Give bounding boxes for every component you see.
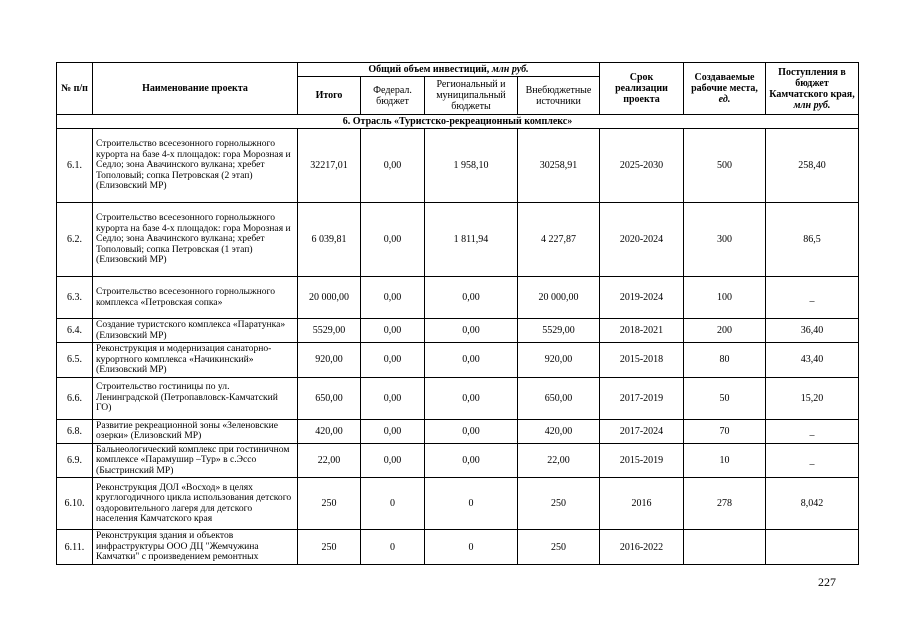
cell-regional: 1 811,94	[425, 203, 518, 277]
cell-revenue: 8,042	[766, 478, 859, 530]
header-jobs-label: Создаваемые рабочие места,	[691, 72, 758, 94]
cell-extra: 30258,91	[518, 129, 600, 203]
section-title: 6. Отрасль «Туристско-рекреационный комплекс»	[57, 115, 859, 129]
table-row	[57, 203, 859, 277]
cell-name: Строительство гостиницы по ул. Ленинградской (Петропавловск-Камчатский ГО)	[93, 377, 298, 419]
header-revenue-unit: млн руб.	[793, 99, 831, 111]
cell-no: 6.3.	[57, 277, 93, 319]
cell-extra: 250	[518, 478, 600, 530]
cell-extra: 5529,00	[518, 319, 600, 343]
cell-federal: 0,00	[361, 277, 425, 319]
cell-revenue	[766, 530, 859, 565]
cell-total: 250	[298, 530, 361, 565]
cell-total: 920,00	[298, 343, 361, 378]
cell-extra: 650,00	[518, 377, 600, 419]
cell-no: 6.5.	[57, 343, 93, 378]
cell-regional: 0,00	[425, 343, 518, 378]
header-jobs	[684, 63, 766, 115]
table-row	[57, 129, 859, 203]
cell-no: 6.8.	[57, 419, 93, 443]
cell-no: 6.1.	[57, 129, 93, 203]
cell-jobs: 500	[684, 129, 766, 203]
cell-federal: 0,00	[361, 419, 425, 443]
cell-regional: 0	[425, 530, 518, 565]
table-row	[57, 277, 859, 319]
cell-jobs: 70	[684, 419, 766, 443]
cell-period: 2018-2021	[600, 319, 684, 343]
cell-revenue: _	[766, 443, 859, 478]
cell-name: Бальнеологический комплекс при гостиничном комплексе «Парамушир –Тур» в с.Эссо (Быстринский МР)	[93, 443, 298, 478]
cell-federal: 0	[361, 478, 425, 530]
table-row	[57, 419, 859, 443]
cell-name: Строительство всесезонного горнолыжного комплекса «Петровская сопка»	[93, 277, 298, 319]
header-period: Срок реализации проекта	[600, 63, 684, 115]
table-row	[57, 343, 859, 378]
cell-period: 2025-2030	[600, 129, 684, 203]
cell-name: Реконструкция здания и объектов инфраструктуры ООО ДЦ "Жемчужина Камчатки" с произведением ремонтных	[93, 530, 298, 565]
cell-period: 2015-2019	[600, 443, 684, 478]
cell-total: 6 039,81	[298, 203, 361, 277]
table-row	[57, 530, 859, 565]
header-total: Итого	[298, 77, 361, 115]
cell-regional: 1 958,10	[425, 129, 518, 203]
header-no: № п/п	[57, 63, 93, 115]
cell-total: 650,00	[298, 377, 361, 419]
table-row	[57, 377, 859, 419]
cell-extra: 420,00	[518, 419, 600, 443]
table-row	[57, 443, 859, 478]
header-jobs-unit: ед.	[718, 94, 731, 105]
cell-regional: 0,00	[425, 377, 518, 419]
cell-regional: 0,00	[425, 419, 518, 443]
cell-jobs: 278	[684, 478, 766, 530]
cell-federal: 0,00	[361, 343, 425, 378]
cell-federal: 0,00	[361, 203, 425, 277]
cell-revenue: 86,5	[766, 203, 859, 277]
cell-revenue: 15,20	[766, 377, 859, 419]
cell-regional: 0,00	[425, 277, 518, 319]
cell-name: Развитие рекреационной зоны «Зеленовские озерки» (Елизовский МР)	[93, 419, 298, 443]
header-revenue-label: Поступления в бюджет Камчатского края,	[769, 66, 855, 100]
cell-revenue: 258,40	[766, 129, 859, 203]
header-extrabudget: Внебюджетные источники	[518, 77, 600, 115]
header-federal: Федерал. бюджет	[361, 77, 425, 115]
header-regional: Региональный и муниципальный бюджеты	[425, 77, 518, 115]
cell-revenue: 36,40	[766, 319, 859, 343]
cell-no: 6.2.	[57, 203, 93, 277]
cell-no: 6.9.	[57, 443, 93, 478]
header-investment-unit: млн руб.	[491, 64, 529, 75]
cell-regional: 0	[425, 478, 518, 530]
cell-period: 2019-2024	[600, 277, 684, 319]
cell-total: 250	[298, 478, 361, 530]
cell-extra: 920,00	[518, 343, 600, 378]
cell-federal: 0,00	[361, 377, 425, 419]
header-revenue	[766, 63, 859, 115]
cell-name: Реконструкция и модернизация санаторно-курортного комплекса «Начикинский» (Елизовский МР)	[93, 343, 298, 378]
cell-name: Строительство всесезонного горнолыжного курорта на базе 4-х площадок: гора Морозная и Седло; зона Авачинского вулкана; хребет Тополовый; сопка Петровская (1 этап) (Елизовский МР)	[93, 203, 298, 277]
cell-jobs: 300	[684, 203, 766, 277]
cell-no: 6.10.	[57, 478, 93, 530]
cell-period: 2016-2022	[600, 530, 684, 565]
cell-revenue: _	[766, 419, 859, 443]
cell-period: 2015-2018	[600, 343, 684, 378]
header-investment-label: Общий объем инвестиций,	[368, 64, 492, 75]
cell-total: 22,00	[298, 443, 361, 478]
cell-federal: 0,00	[361, 319, 425, 343]
cell-extra: 250	[518, 530, 600, 565]
cell-extra: 20 000,00	[518, 277, 600, 319]
cell-revenue: 43,40	[766, 343, 859, 378]
cell-federal: 0	[361, 530, 425, 565]
cell-no: 6.11.	[57, 530, 93, 565]
cell-name: Строительство всесезонного горнолыжного курорта на базе 4-х площадок: гора Морозная и Седло; зона Авачинского вулкана; хребет Тополовый; сопка Петровская (2 этап) (Елизовский МР)	[93, 129, 298, 203]
cell-regional: 0,00	[425, 443, 518, 478]
cell-total: 5529,00	[298, 319, 361, 343]
header-investment	[298, 63, 600, 77]
cell-period: 2016	[600, 478, 684, 530]
cell-name: Реконструкция ДОЛ «Восход» в целях круглогодичного цикла использования детского оздоровительного лагеря для детского населения Камчатского края	[93, 478, 298, 530]
cell-period: 2017-2019	[600, 377, 684, 419]
cell-jobs: 10	[684, 443, 766, 478]
cell-total: 20 000,00	[298, 277, 361, 319]
cell-jobs: 200	[684, 319, 766, 343]
table-row	[57, 319, 859, 343]
header-name: Наименование проекта	[93, 63, 298, 115]
cell-regional: 0,00	[425, 319, 518, 343]
cell-federal: 0,00	[361, 129, 425, 203]
cell-no: 6.4.	[57, 319, 93, 343]
cell-federal: 0,00	[361, 443, 425, 478]
cell-jobs: 50	[684, 377, 766, 419]
cell-name: Создание туристского комплекса «Паратунка» (Елизовский МР)	[93, 319, 298, 343]
cell-extra: 4 227,87	[518, 203, 600, 277]
cell-total: 420,00	[298, 419, 361, 443]
cell-period: 2017-2024	[600, 419, 684, 443]
cell-period: 2020-2024	[600, 203, 684, 277]
cell-jobs: 100	[684, 277, 766, 319]
cell-jobs: 80	[684, 343, 766, 378]
document-page	[56, 62, 858, 565]
cell-revenue: _	[766, 277, 859, 319]
table-row	[57, 478, 859, 530]
cell-no: 6.6.	[57, 377, 93, 419]
page-number: 227	[818, 575, 836, 589]
investment-projects-table	[56, 62, 859, 565]
cell-extra: 22,00	[518, 443, 600, 478]
cell-jobs	[684, 530, 766, 565]
cell-total: 32217,01	[298, 129, 361, 203]
